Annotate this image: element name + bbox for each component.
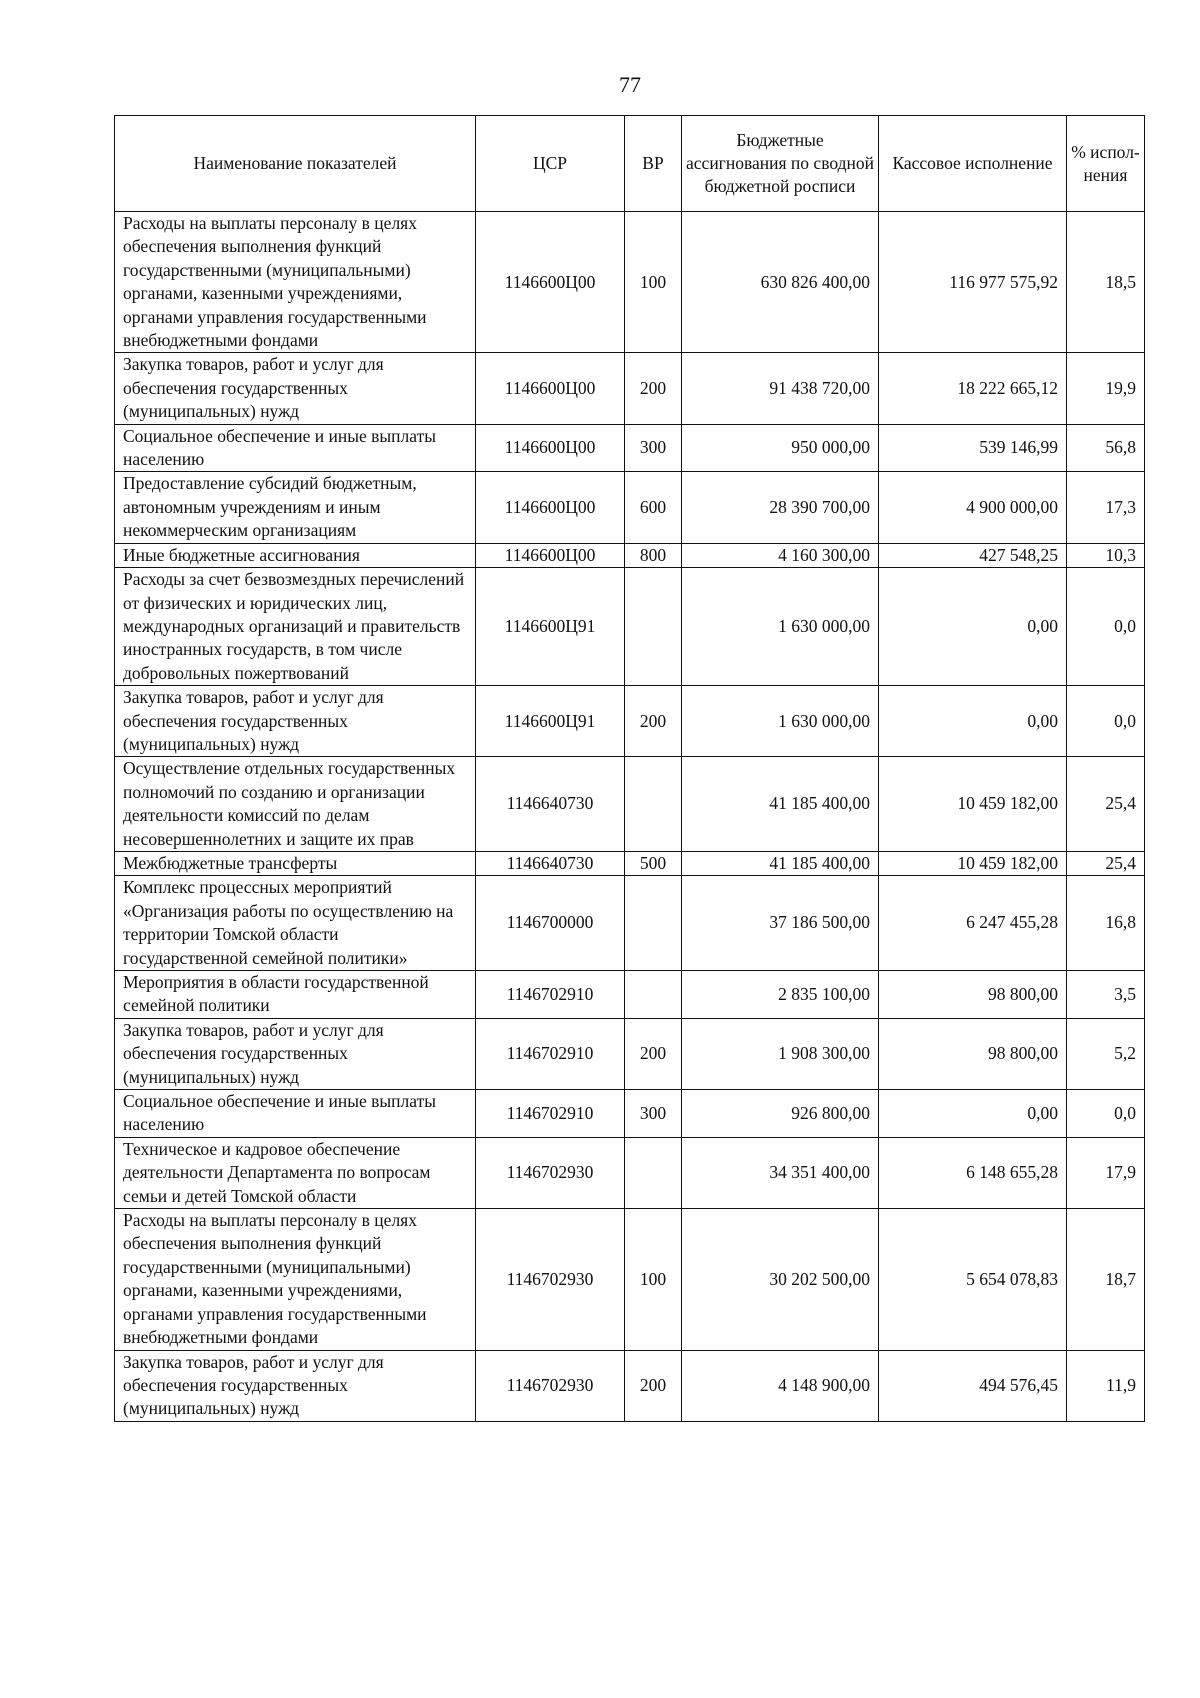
- row-name: Комплекс процессных мероприятий «Организация работы по осуществлению на территории Томской области государственной семейной политики»: [115, 876, 476, 971]
- row-cash: 10 459 182,00: [879, 851, 1067, 875]
- row-vr: 300: [625, 1090, 682, 1138]
- row-budget: 1 630 000,00: [682, 568, 879, 686]
- row-budget: 28 390 700,00: [682, 472, 879, 543]
- row-percent: 17,9: [1067, 1137, 1145, 1208]
- row-budget: 4 160 300,00: [682, 543, 879, 567]
- row-vr: 300: [625, 424, 682, 472]
- row-name: Иные бюджетные ассигнования: [115, 543, 476, 567]
- table-row: [115, 568, 1145, 686]
- row-cash: 18 222 665,12: [879, 353, 1067, 424]
- table-row: [115, 686, 1145, 757]
- table-row: [115, 353, 1145, 424]
- row-budget: 926 800,00: [682, 1090, 879, 1138]
- row-vr: 500: [625, 851, 682, 875]
- row-csr: 1146600Ц00: [476, 424, 625, 472]
- table-row: [115, 1137, 1145, 1208]
- table-row: [115, 851, 1145, 875]
- table-row: [115, 212, 1145, 353]
- row-cash: 4 900 000,00: [879, 472, 1067, 543]
- table-header-row: [115, 116, 1145, 212]
- header-vr: ВР: [625, 116, 682, 212]
- header-percent: % испол-нения: [1067, 116, 1145, 212]
- row-budget: 1 908 300,00: [682, 1018, 879, 1089]
- row-vr: 800: [625, 543, 682, 567]
- row-cash: 0,00: [879, 686, 1067, 757]
- row-percent: 25,4: [1067, 757, 1145, 852]
- row-name: Мероприятия в области государственной семейной политики: [115, 971, 476, 1019]
- row-percent: 17,3: [1067, 472, 1145, 543]
- row-name: Предоставление субсидий бюджетным, автономным учреждениям и иным некоммерческим организациям: [115, 472, 476, 543]
- row-csr: 1146600Ц91: [476, 568, 625, 686]
- budget-execution-table: [114, 115, 1145, 1422]
- row-cash: 6 148 655,28: [879, 1137, 1067, 1208]
- row-budget: 41 185 400,00: [682, 851, 879, 875]
- row-cash: 10 459 182,00: [879, 757, 1067, 852]
- row-percent: 0,0: [1067, 686, 1145, 757]
- row-csr: 1146640730: [476, 851, 625, 875]
- row-csr: 1146600Ц00: [476, 472, 625, 543]
- table-row: [115, 757, 1145, 852]
- table-row: [115, 876, 1145, 971]
- row-vr: 200: [625, 1350, 682, 1421]
- table-row: [115, 1209, 1145, 1350]
- row-cash: 6 247 455,28: [879, 876, 1067, 971]
- header-cash: Кассовое исполнение: [879, 116, 1067, 212]
- row-percent: 25,4: [1067, 851, 1145, 875]
- table-row: [115, 543, 1145, 567]
- row-name: Социальное обеспечение и иные выплаты населению: [115, 424, 476, 472]
- row-budget: 2 835 100,00: [682, 971, 879, 1019]
- row-budget: 34 351 400,00: [682, 1137, 879, 1208]
- row-name: Социальное обеспечение и иные выплаты населению: [115, 1090, 476, 1138]
- row-percent: 11,9: [1067, 1350, 1145, 1421]
- header-budget: Бюджетные ассигнования по сводной бюджетной росписи: [682, 116, 879, 212]
- row-percent: 0,0: [1067, 1090, 1145, 1138]
- row-cash: 98 800,00: [879, 971, 1067, 1019]
- header-csr: ЦСР: [476, 116, 625, 212]
- row-budget: 630 826 400,00: [682, 212, 879, 353]
- row-csr: 1146640730: [476, 757, 625, 852]
- row-csr: 1146600Ц00: [476, 212, 625, 353]
- row-percent: 56,8: [1067, 424, 1145, 472]
- header-name: Наименование показателей: [115, 116, 476, 212]
- row-budget: 4 148 900,00: [682, 1350, 879, 1421]
- row-name: Закупка товаров, работ и услуг для обеспечения государственных (муниципальных) нужд: [115, 686, 476, 757]
- row-percent: 5,2: [1067, 1018, 1145, 1089]
- row-vr: 100: [625, 212, 682, 353]
- row-cash: 0,00: [879, 568, 1067, 686]
- row-cash: 494 576,45: [879, 1350, 1067, 1421]
- row-csr: 1146702930: [476, 1137, 625, 1208]
- page-number: 77: [619, 72, 641, 97]
- row-csr: 1146600Ц00: [476, 353, 625, 424]
- table-row: [115, 1350, 1145, 1421]
- row-cash: 427 548,25: [879, 543, 1067, 567]
- row-percent: 3,5: [1067, 971, 1145, 1019]
- row-vr: 600: [625, 472, 682, 543]
- row-percent: 16,8: [1067, 876, 1145, 971]
- row-vr: [625, 568, 682, 686]
- row-vr: 200: [625, 686, 682, 757]
- row-percent: 18,5: [1067, 212, 1145, 353]
- row-csr: 1146600Ц00: [476, 543, 625, 567]
- row-name: Закупка товаров, работ и услуг для обеспечения государственных (муниципальных) нужд: [115, 1018, 476, 1089]
- table-row: [115, 472, 1145, 543]
- row-percent: 19,9: [1067, 353, 1145, 424]
- row-vr: 100: [625, 1209, 682, 1350]
- row-cash: 5 654 078,83: [879, 1209, 1067, 1350]
- row-budget: 950 000,00: [682, 424, 879, 472]
- row-csr: 1146702910: [476, 1090, 625, 1138]
- row-csr: 1146702930: [476, 1209, 625, 1350]
- row-budget: 41 185 400,00: [682, 757, 879, 852]
- row-vr: [625, 876, 682, 971]
- row-name: Закупка товаров, работ и услуг для обеспечения государственных (муниципальных) нужд: [115, 1350, 476, 1421]
- row-vr: [625, 757, 682, 852]
- row-percent: 0,0: [1067, 568, 1145, 686]
- row-csr: 1146700000: [476, 876, 625, 971]
- table-body: [115, 212, 1145, 1422]
- row-percent: 18,7: [1067, 1209, 1145, 1350]
- row-name: Расходы на выплаты персоналу в целях обеспечения выполнения функций государственными (муниципальными) органами, казенными учреждениями, органами управления государственными внебюджетными фондами: [115, 212, 476, 353]
- row-name: Закупка товаров, работ и услуг для обеспечения государственных (муниципальных) нужд: [115, 353, 476, 424]
- row-budget: 1 630 000,00: [682, 686, 879, 757]
- row-vr: [625, 971, 682, 1019]
- row-csr: 1146702930: [476, 1350, 625, 1421]
- row-vr: [625, 1137, 682, 1208]
- row-name: Расходы на выплаты персоналу в целях обеспечения выполнения функций государственными (муниципальными) органами, казенными учреждениями, органами управления государственными внебюджетными фондами: [115, 1209, 476, 1350]
- row-cash: 0,00: [879, 1090, 1067, 1138]
- table-row: [115, 1090, 1145, 1138]
- row-vr: 200: [625, 1018, 682, 1089]
- row-csr: 1146702910: [476, 971, 625, 1019]
- row-percent: 10,3: [1067, 543, 1145, 567]
- row-budget: 91 438 720,00: [682, 353, 879, 424]
- row-name: Межбюджетные трансферты: [115, 851, 476, 875]
- row-cash: 98 800,00: [879, 1018, 1067, 1089]
- table-row: [115, 971, 1145, 1019]
- row-budget: 30 202 500,00: [682, 1209, 879, 1350]
- row-name: Осуществление отдельных государственных полномочий по созданию и организации деятельности комиссий по делам несовершеннолетних и защите их прав: [115, 757, 476, 852]
- table-row: [115, 1018, 1145, 1089]
- table-row: [115, 424, 1145, 472]
- row-csr: 1146600Ц91: [476, 686, 625, 757]
- row-cash: 116 977 575,92: [879, 212, 1067, 353]
- row-name: Техническое и кадровое обеспечение деятельности Департамента по вопросам семьи и детей Томской области: [115, 1137, 476, 1208]
- row-vr: 200: [625, 353, 682, 424]
- row-csr: 1146702910: [476, 1018, 625, 1089]
- row-cash: 539 146,99: [879, 424, 1067, 472]
- row-budget: 37 186 500,00: [682, 876, 879, 971]
- row-name: Расходы за счет безвозмездных перечислений от физических и юридических лиц, международных организаций и правительств иностранных государств, в том числе добровольных пожертвований: [115, 568, 476, 686]
